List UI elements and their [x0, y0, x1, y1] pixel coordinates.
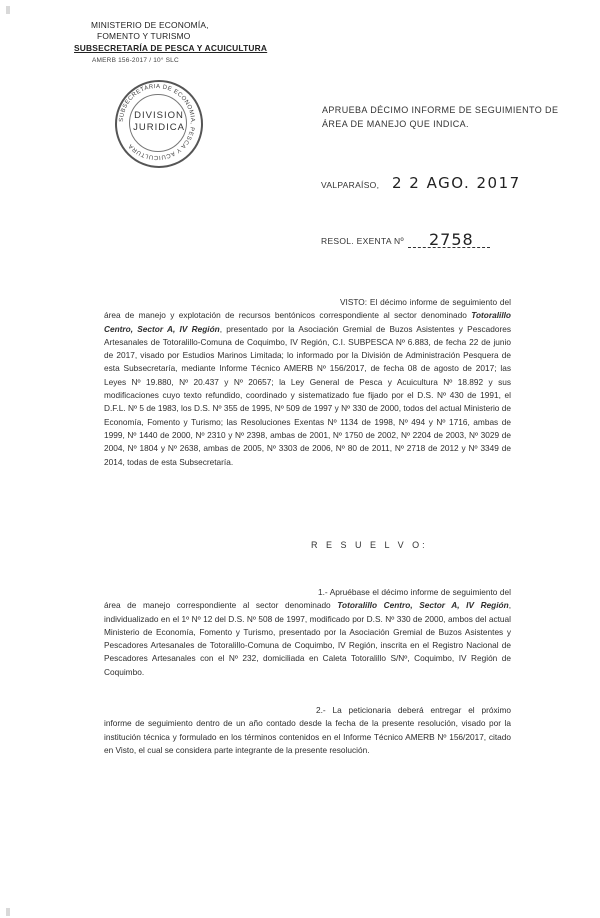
visto-paragraph	[104, 296, 511, 469]
point-1-lead: 1.- Apruébase el décimo informe de seguimiento	[318, 587, 498, 597]
point-1-text-2: , individualizado en el 1º Nº 12 del D.S. Nº 508 de 1997, modificado por D.S. Nº 330 de 2000, ambos del actual Ministerio de Economía, Fomento y Turismo, presentado por la Asociación Gremial de Buzos Asistentes y Pescadores Artesanales de Totoralillo-Comuna de Coquimbo, IV Región, inscrita en el Registro Nacional de Pescadores Artesanales con el Nº 232, domiciliada en Caleta Totoralillo S/Nº, Coquimbo, IV Región de Coquimbo.	[104, 600, 511, 677]
stamp-line-1: DIVISION	[134, 110, 184, 121]
point-1-paragraph	[104, 586, 511, 679]
division-juridica-stamp	[115, 80, 203, 168]
date-stamp: 2 2 AGO. 2017	[392, 174, 521, 192]
stamp-line-2: JURIDICA	[133, 122, 185, 133]
ministry-name: MINISTERIO DE ECONOMÍA,	[91, 20, 209, 30]
visto-sector: Totoralillo Centro, Sector A, IV Región	[104, 310, 511, 334]
subject-line-2: ÁREA DE MANEJO QUE INDICA.	[322, 119, 469, 129]
ministry-name-2: FOMENTO Y TURISMO	[97, 31, 191, 41]
resolution-label: RESOL. EXENTA Nº	[321, 236, 404, 246]
subject-line-1: APRUEBA DÉCIMO INFORME DE SEGUIMIENTO DE	[322, 105, 559, 115]
reference-code: AMERB 156-2017 / 10° SLC	[92, 57, 179, 64]
undersecretary-name: SUBSECRETARÍA DE PESCA Y ACUICULTURA	[74, 43, 268, 53]
resuelvo-heading: R E S U E L V O:	[311, 540, 428, 550]
visto-text-2: área de manejo y explotación de recursos bentónicos correspondiente al sector denominado	[104, 310, 472, 321]
visto-lead: VISTO:	[340, 297, 368, 307]
scan-mark-top	[6, 6, 10, 14]
resolution-number: 2758	[429, 230, 474, 249]
scan-mark-bottom	[6, 908, 10, 916]
stamp-ring-text: SUBSECRETARIA DE ECONOMIA, PESCA Y ACUICULTURA	[118, 83, 196, 161]
visto-text-1: El décimo informe de seguimiento del	[367, 297, 511, 307]
point-1-text-1: del área de manejo correspondiente al sector denominado	[104, 587, 511, 611]
point-2-text: informe de seguimiento dentro de un año contado desde la fecha de la presente resolución, visado por la institución técnica y formulado en los términos contenidos en el Informe Técnico AMERB Nº 156/2017, citado en Visto, el cual se considera parte integrante de la presente resolución.	[104, 718, 511, 755]
place-label: VALPARAÍSO,	[321, 180, 380, 190]
resolution-number-underline	[408, 247, 490, 248]
point-1-sector: Totoralillo Centro, Sector A, IV Región	[337, 600, 509, 611]
visto-text-3: , presentado por la Asociación Gremial de Buzos Asistentes y Pescadores Artesanales de Totoralillo-Comuna de Coquimbo, IV Región, C.I. SUBPESCA Nº 6.883, de fecha 22 de junio de 2017, visado por Estudios Marinos Limitada; lo informado por la División de Administración Pesquera de esta Subsecretaría, mediante Informe Técnico AMERB Nº 156/2017, de fecha 08 de agosto de 2017; las Leyes Nº 19.880, Nº 20.437 y Nº 20657; la Ley General de Pesca y Acuicultura Nº 18.892 y sus modificaciones cuyo texto refundido, coordinado y sistematizado fue fijado por el D.S. Nº 430 de 1991, el D.F.L. Nº 5 de 1983, los D.S. Nº 355 de 1995, Nº 509 de 1997 y Nº 330 de 2000, todos del actual Ministerio de Economía, Fomento y Turismo; las Resoluciones Exentas Nº 1134 de 1998, Nº 494 y Nº 1716, ambas de 1999, Nº 1440 de 2000, Nº 2310 y Nº 2398, ambas de 2001, Nº 1750 de 2002, Nº 2204 de 2003, Nº 3029 de 2004, Nº 1804 y Nº 2638, ambas de 2005, Nº 3303 de 2006, Nº 80 de 2011, Nº 2718 de 2012 y Nº 3349 de 2014, todas de esta Subsecretaría.	[104, 323, 511, 467]
point-2-paragraph	[104, 704, 511, 757]
point-2-lead: 2.- La peticionaria deberá entregar el próximo	[316, 705, 511, 715]
